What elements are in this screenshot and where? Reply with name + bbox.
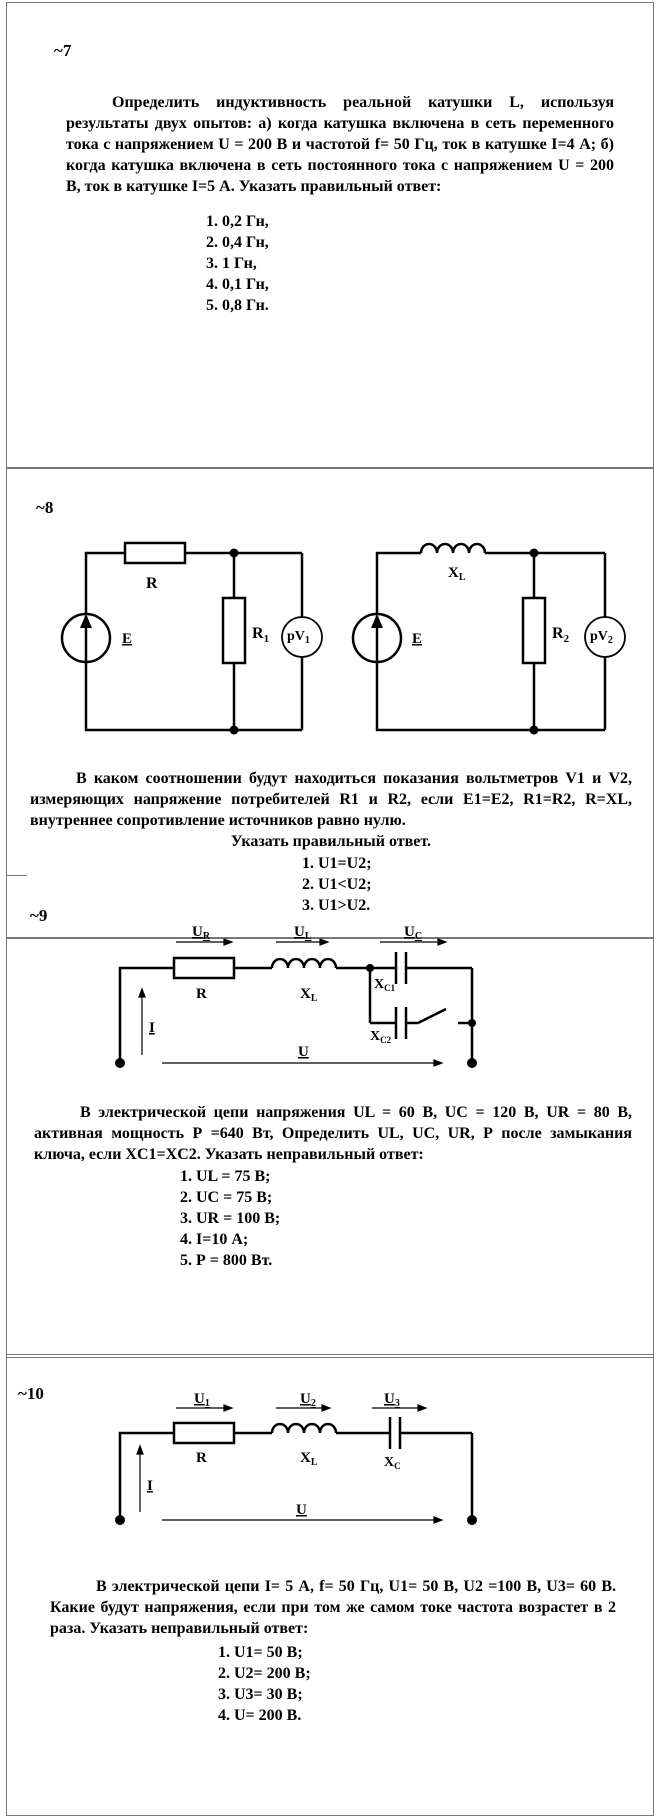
label-e: E bbox=[122, 631, 133, 647]
answer-option: 4. I=10 А; bbox=[180, 1231, 249, 1248]
label-u1: $U_1$ bbox=[194, 1391, 210, 1409]
answer-options bbox=[206, 211, 269, 316]
terminal-dot bbox=[115, 1515, 125, 1525]
label-r: R bbox=[196, 986, 207, 1002]
circuit-diagram-4 bbox=[0, 1380, 659, 1560]
answer-option: 3. U1>U2. bbox=[302, 897, 371, 914]
label-xl: $X_L$ bbox=[300, 986, 318, 1004]
label-i: I bbox=[149, 1020, 155, 1036]
source-e-icon bbox=[353, 614, 401, 662]
label-xc1: $X_{C1}$ bbox=[374, 977, 396, 993]
question-text-body: В электрической цепи I= 5 А, f= 50 Гц, U1= 50 В, U2 =100 В, U3= 60 В. Какие будут напряжения, если при том же самом токе частота возрастет в 2 раза. Указать неправильный ответ: bbox=[50, 1578, 616, 1637]
panel-q7 bbox=[6, 2, 654, 468]
answer-option: 4. 0,1 Гн, bbox=[206, 276, 269, 293]
label-i: I bbox=[147, 1478, 153, 1494]
label-pv2: $pV_2$ bbox=[590, 629, 613, 646]
node-dot bbox=[366, 964, 374, 972]
answer-option: 1. U1=U2; bbox=[302, 855, 372, 872]
question-text bbox=[50, 1576, 616, 1639]
node-dot bbox=[468, 1019, 476, 1027]
resistor-r2 bbox=[523, 598, 545, 663]
answer-option: 5. 0,8 Гн. bbox=[206, 297, 269, 314]
node-dot bbox=[530, 726, 539, 735]
label-r: R bbox=[196, 1450, 207, 1466]
question-text-body: В электрической цепи напряжения UL = 60 В, UC = 120 В, UR = 80 В, активная мощность Р =640 Вт, Определить UL, UC, UR, Р после замыкания ключа, если XC1=XC2. Указать неправильный ответ: bbox=[34, 1104, 632, 1163]
label-u2: $U_2$ bbox=[300, 1391, 316, 1409]
question-text-body: В каком соотношении будут находиться показания вольтметров V1 и V2, измеряющих напряжение потребителей R1 и R2, если E1=E2, R1=R2, R=XL, внутреннее сопротивление источников равно нулю. bbox=[30, 770, 632, 829]
answer-option: 2. U1<U2; bbox=[302, 876, 372, 893]
answer-options bbox=[218, 1642, 311, 1726]
question-text-body: Определить индуктивность реальной катушки L, используя результаты двух опытов: а) когда катушка включена в сеть переменного тока с напряжением U = 200 В и частотой f= 50 Гц, ток в катушке I=4 А; б) когда катушка включена в сеть постоянного тока с напряжением U = 200 В, ток в катушке I=5 А. Указать правильный ответ: bbox=[66, 94, 614, 195]
answer-option: 2. UC = 75 В; bbox=[180, 1189, 273, 1206]
question-number: ~9 bbox=[30, 906, 48, 925]
inductor-xl bbox=[272, 959, 336, 968]
answer-option: 5. Р = 800 Вт. bbox=[180, 1252, 273, 1269]
label-xl: $X_L$ bbox=[300, 1450, 318, 1468]
circuit-diagram-3 bbox=[0, 900, 659, 1100]
answer-option: 3. U3= 30 В; bbox=[218, 1686, 303, 1703]
terminal-dot bbox=[467, 1058, 477, 1068]
answer-option: 3. 1 Гн, bbox=[206, 255, 257, 272]
question-number: ~8 bbox=[36, 498, 54, 517]
answer-option: 4. U= 200 В. bbox=[218, 1707, 302, 1724]
resistor-r bbox=[174, 958, 234, 978]
label-u: U bbox=[298, 1044, 309, 1060]
node-dot bbox=[530, 549, 539, 558]
terminal-dot bbox=[467, 1515, 477, 1525]
label-ur: $U_R$ bbox=[192, 924, 211, 942]
terminal-dot bbox=[115, 1058, 125, 1068]
answer-option: 1. U1= 50 В; bbox=[218, 1644, 303, 1661]
label-r: R bbox=[146, 575, 158, 592]
circuit-diagram-2 bbox=[0, 520, 659, 780]
answer-options bbox=[180, 1166, 280, 1271]
label-r1: $R_1$ bbox=[252, 625, 270, 645]
resistor-r bbox=[174, 1423, 234, 1443]
answer-option: 1. 0,2 Гн, bbox=[206, 213, 269, 230]
label-xl: $X_L$ bbox=[448, 565, 466, 583]
label-r2: $R_2$ bbox=[552, 625, 570, 645]
label-ul: $U_L$ bbox=[294, 924, 312, 942]
answer-option: 2. U2= 200 В; bbox=[218, 1665, 311, 1682]
label-pv1: $pV_1$ bbox=[287, 629, 310, 646]
question-text bbox=[66, 92, 614, 197]
label-u3: $U_3$ bbox=[384, 1391, 400, 1409]
answer-prompt: Указать правильный ответ. bbox=[230, 833, 432, 850]
label-xc2: $X_{C2}$ bbox=[370, 1029, 392, 1045]
question-number: ~10 bbox=[18, 1384, 44, 1403]
switch bbox=[418, 1009, 446, 1023]
label-xc: $X_C$ bbox=[384, 1455, 401, 1471]
inductor-xl bbox=[421, 544, 485, 553]
label-e: E bbox=[412, 631, 423, 647]
question-number: ~7 bbox=[54, 41, 72, 60]
inductor-xl bbox=[272, 1424, 336, 1433]
answer-option: 3. UR = 100 В; bbox=[180, 1210, 281, 1227]
label-uc: $U_C$ bbox=[404, 924, 423, 942]
answer-option: 1. UL = 75 В; bbox=[180, 1168, 271, 1185]
question-text bbox=[30, 768, 632, 831]
question-text bbox=[34, 1102, 632, 1165]
label-u: U bbox=[296, 1502, 307, 1518]
answer-option: 2. 0,4 Гн, bbox=[206, 234, 269, 251]
